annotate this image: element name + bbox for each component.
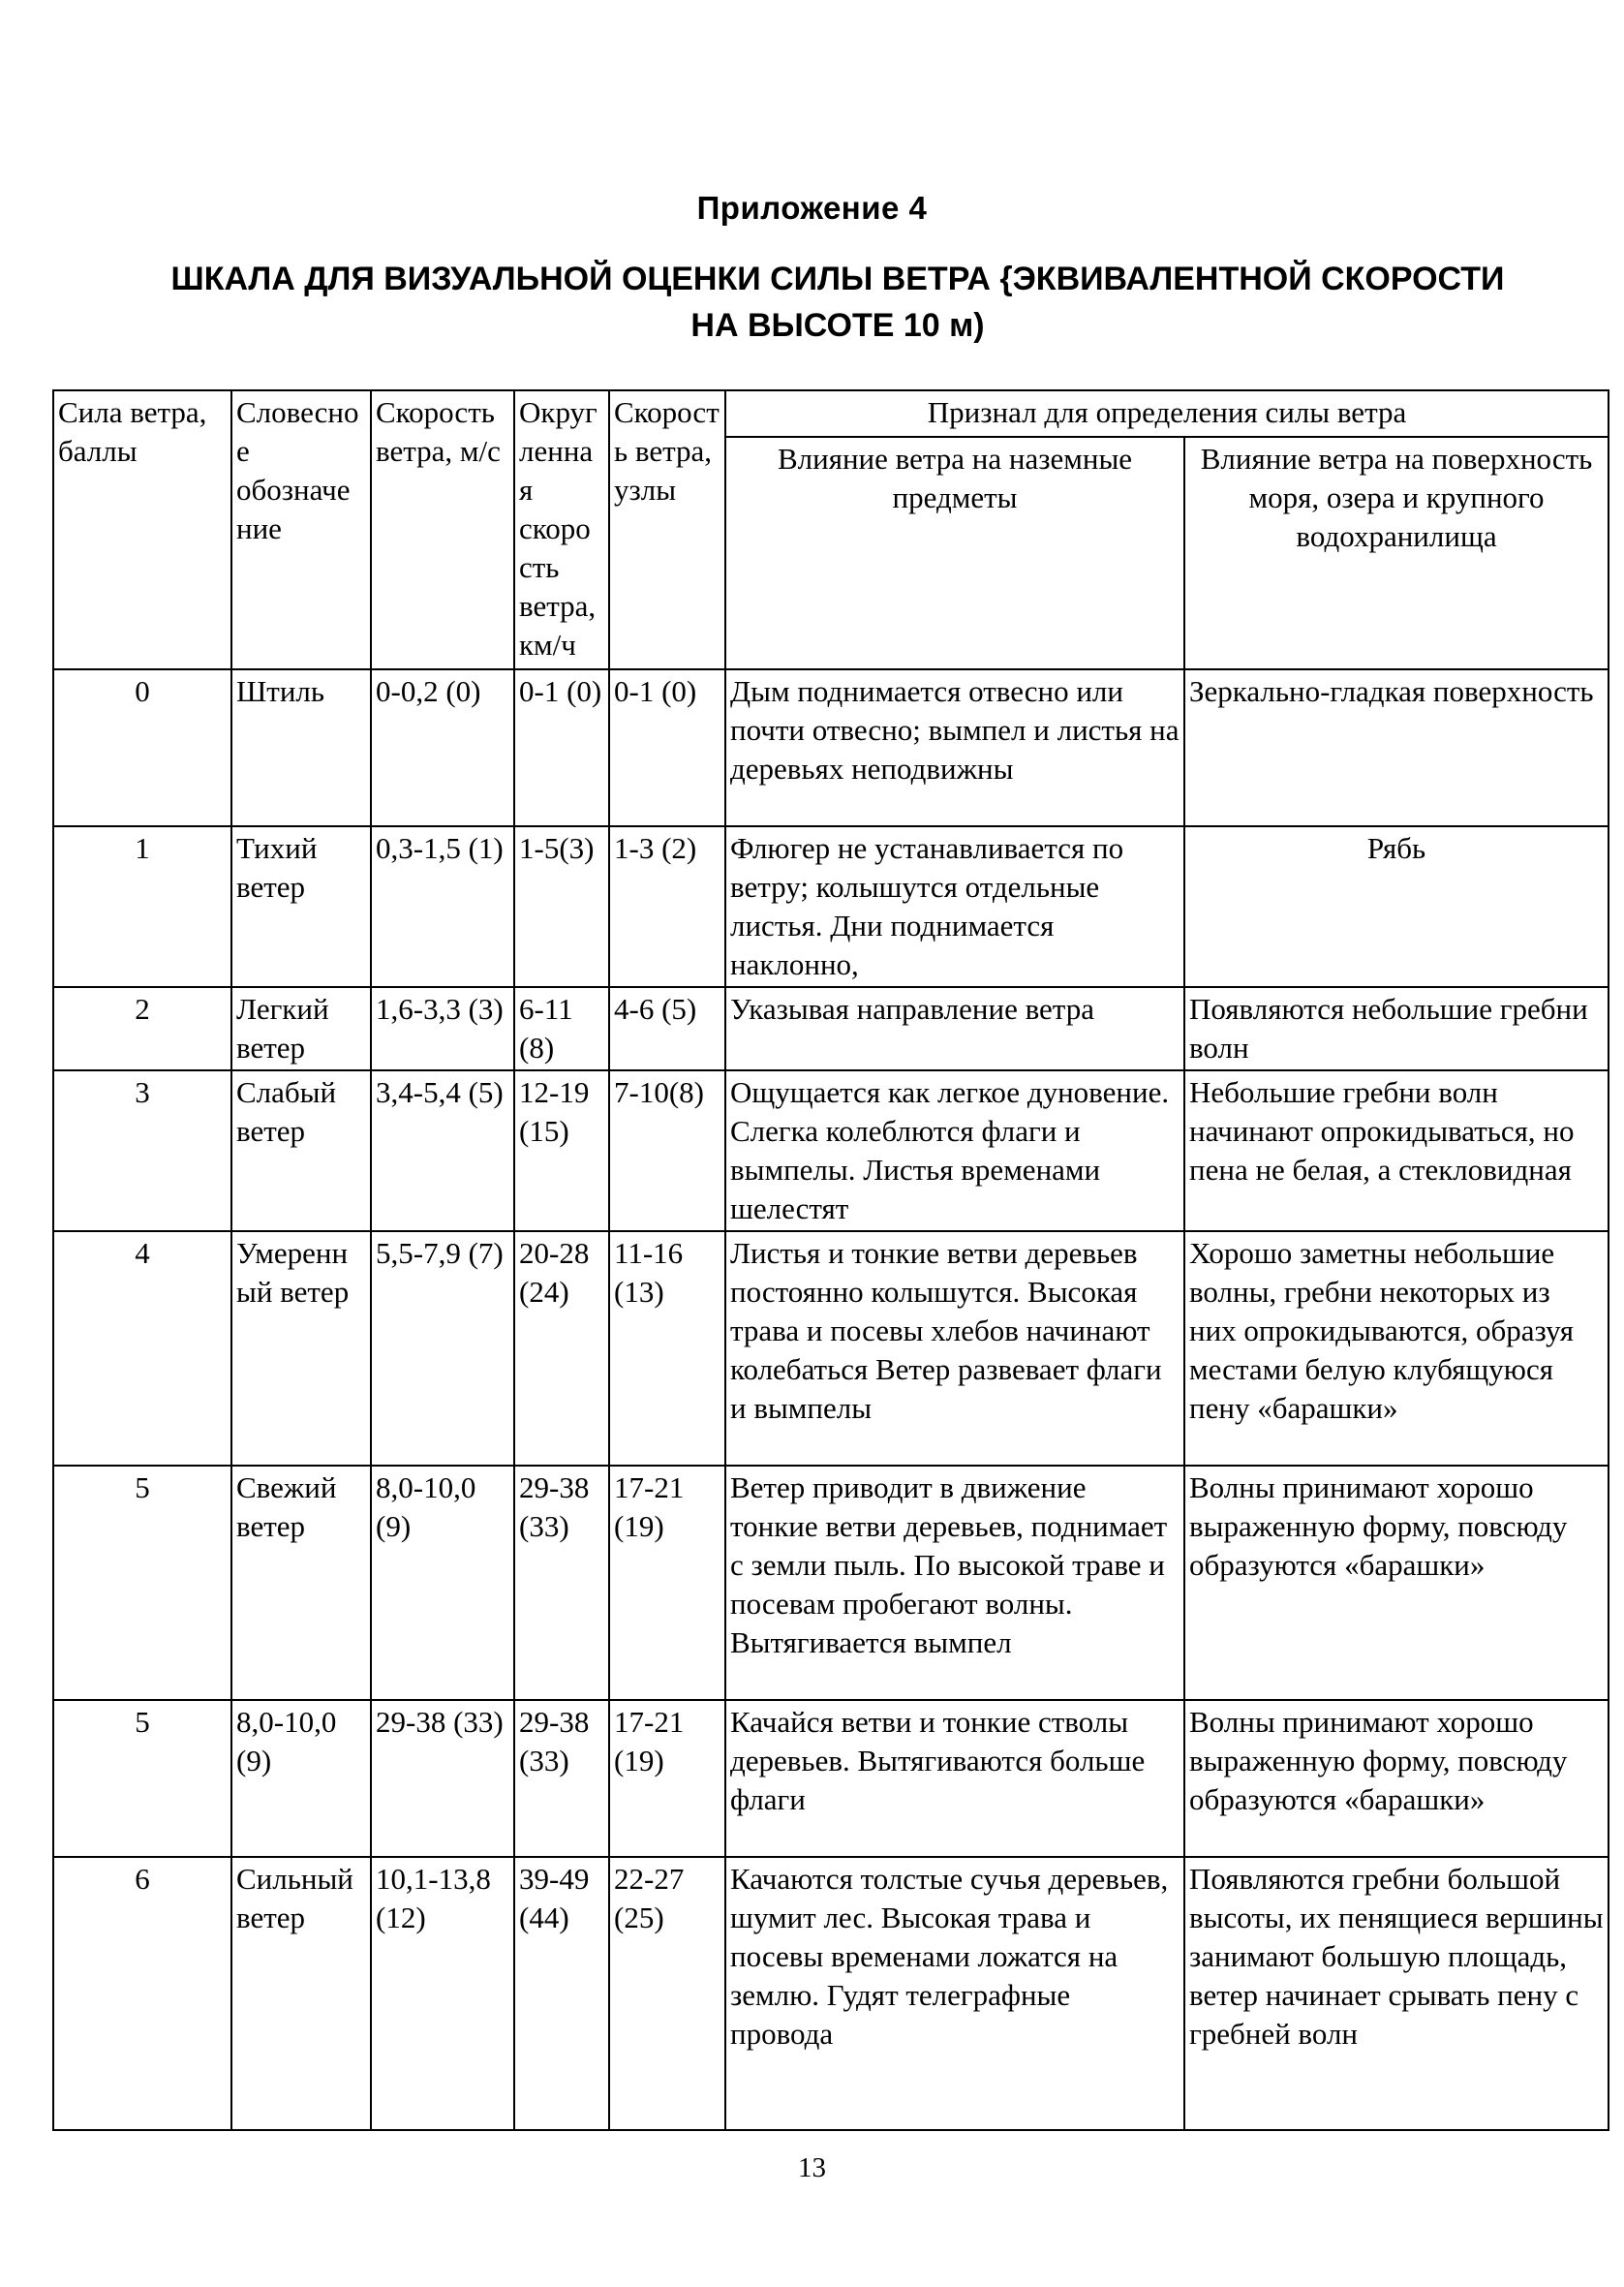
header-speed-ms: Скорость ветра, м/с (371, 390, 514, 669)
cell-sea: Волны принимают хорошо выраженную форму, повсюду образуются «барашки» (1184, 1700, 1609, 1857)
header-verbal: Словесное обозначение (231, 390, 371, 669)
cell-force: 1 (53, 826, 231, 987)
cell-speed-ms: 0,3-1,5 (1) (371, 826, 514, 987)
table-row (53, 826, 1609, 987)
cell-speed-knots: 1-3 (2) (609, 826, 725, 987)
cell-speed-knots: 17-21 (19) (609, 1466, 725, 1700)
header-sign: Признал для определения силы ветра (725, 390, 1609, 437)
cell-speed-ms: 5,5-7,9 (7) (371, 1231, 514, 1466)
header-force: Сила ветра, баллы (53, 390, 231, 669)
cell-speed-kmh: 39-49 (44) (514, 1857, 609, 2130)
document-title: ШКАЛА ДЛЯ ВИЗУАЛЬНОЙ ОЦЕНКИ СИЛЫ ВЕТРА {ЭКВИВАЛЕНТНОЙ СКОРОСТИ НА ВЫСОТЕ 10 м) (170, 261, 1505, 344)
cell-speed-knots: 4-6 (5) (609, 987, 725, 1070)
appendix-label: Приложение 4 (696, 190, 928, 226)
cell-verbal: Свежий ветер (231, 1466, 371, 1700)
cell-force: 5 (53, 1466, 231, 1700)
cell-speed-knots: 11-16 (13) (609, 1231, 725, 1466)
cell-speed-kmh: 20-28 (24) (514, 1231, 609, 1466)
cell-force: 3 (53, 1070, 231, 1231)
cell-land: Ощущается как легкое дуновение. Слегка колеблются флаги и вымпелы. Листья временами шелестят (725, 1070, 1184, 1231)
cell-speed-kmh: 6-11 (8) (514, 987, 609, 1070)
cell-force: 2 (53, 987, 231, 1070)
table-row (53, 1857, 1609, 2130)
cell-speed-ms: 10,1-13,8 (12) (371, 1857, 514, 2130)
cell-verbal: Умеренный ветер (231, 1231, 371, 1466)
cell-speed-kmh: 29-38 (33) (514, 1700, 609, 1857)
cell-speed-ms: 1,6-3,3 (3) (371, 987, 514, 1070)
cell-sea: Рябь (1184, 826, 1609, 987)
header-land: Влияние ветра на наземные предметы (725, 437, 1184, 669)
cell-verbal: Штиль (231, 669, 371, 826)
table-header-row (53, 390, 1609, 437)
cell-speed-kmh: 1-5(3) (514, 826, 609, 987)
cell-land: Ветер приводит в движение тонкие ветви деревьев, поднимает с земли пыль. По высокой траве и посевам пробегают волны. Вытягивается вымпел (725, 1466, 1184, 1700)
cell-sea: Зеркально-гладкая поверхность (1184, 669, 1609, 826)
header-speed-kmh: Округленная скорость ветра, км/ч (514, 390, 609, 669)
wind-scale-table (52, 389, 1609, 2131)
cell-force: 6 (53, 1857, 231, 2130)
cell-sea: Хорошо заметны небольшие волны, гребни некоторых из них опрокидываются, образуя местами белую клубящуюся пену «барашки» (1184, 1231, 1609, 1466)
cell-speed-kmh: 0-1 (0) (514, 669, 609, 826)
cell-speed-kmh: 12-19 (15) (514, 1070, 609, 1231)
table-row (53, 1070, 1609, 1231)
cell-land: Листья и тонкие ветви деревьев постоянно колышутся. Высокая трава и посевы хлебов начинают колебаться Ветер развевает флаги и вымпелы (725, 1231, 1184, 1466)
cell-land: Указывая направление ветра (725, 987, 1184, 1070)
table-row (53, 669, 1609, 826)
cell-land: Флюгер не устанавливается по ветру; колышутся отдельные листья. Дни поднимается наклонно, (725, 826, 1184, 987)
cell-sea: Появляются гребни большой высоты, их пенящиеся вершины занимают большую площадь, ветер начинает срывать пену с гребней волн (1184, 1857, 1609, 2130)
cell-force: 5 (53, 1700, 231, 1857)
cell-speed-ms: 29-38 (33) (371, 1700, 514, 1857)
cell-verbal: Слабый ветер (231, 1070, 371, 1231)
cell-force: 0 (53, 669, 231, 826)
cell-verbal: Тихий ветер (231, 826, 371, 987)
page-number: 13 (798, 2152, 826, 2183)
cell-speed-ms: 0-0,2 (0) (371, 669, 514, 826)
cell-land: Качайся ветви и тонкие стволы деревьев. Вытягиваются больше флаги (725, 1700, 1184, 1857)
cell-sea: Появляются небольшие гребни волн (1184, 987, 1609, 1070)
table-row (53, 1700, 1609, 1857)
cell-speed-ms: 8,0-10,0 (9) (371, 1466, 514, 1700)
cell-verbal: Сильный ветер (231, 1857, 371, 2130)
table-row (53, 1466, 1609, 1700)
cell-land: Дым поднимается отвесно или почти отвесно; вымпел и листья на деревьях неподвижны (725, 669, 1184, 826)
table-row (53, 987, 1609, 1070)
cell-speed-knots: 7-10(8) (609, 1070, 725, 1231)
cell-land: Качаются толстые сучья деревьев, шумит лес. Высокая трава и посевы временами ложатся на землю. Гудят телеграфные провода (725, 1857, 1184, 2130)
cell-speed-knots: 0-1 (0) (609, 669, 725, 826)
cell-speed-ms: 3,4-5,4 (5) (371, 1070, 514, 1231)
table-row (53, 1231, 1609, 1466)
cell-speed-kmh: 29-38 (33) (514, 1466, 609, 1700)
cell-force: 4 (53, 1231, 231, 1466)
cell-verbal: Легкий ветер (231, 987, 371, 1070)
cell-speed-knots: 17-21 (19) (609, 1700, 725, 1857)
cell-sea: Небольшие гребни волн начинают опрокидываться, но пена не белая, а стекловидная (1184, 1070, 1609, 1231)
cell-speed-knots: 22-27 (25) (609, 1857, 725, 2130)
header-speed-knots: Скорость ветра, узлы (609, 390, 725, 669)
cell-sea: Волны принимают хорошо выраженную форму, повсюду образуются «барашки» (1184, 1466, 1609, 1700)
cell-verbal: 8,0-10,0 (9) (231, 1700, 371, 1857)
header-sea: Влияние ветра на поверхность моря, озера и крупного водохранилища (1184, 437, 1609, 669)
